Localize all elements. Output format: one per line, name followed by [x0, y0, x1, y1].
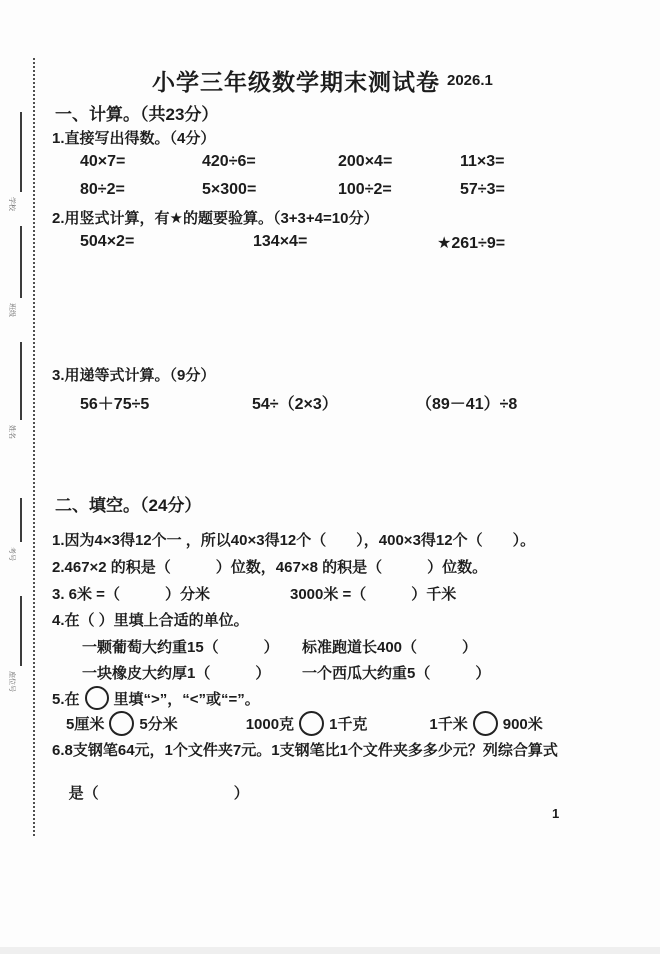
fill-blank-question-4: 4.在（ ）里填上合适的单位。 [52, 612, 249, 629]
q4-item: 标准跑道长400（ ） [302, 639, 478, 656]
comparison-pair [246, 711, 368, 736]
margin-field-label: 班级 [8, 303, 15, 317]
math-expression: 54÷（2×3） [252, 396, 338, 413]
comparison-left: 1000克 [245, 715, 295, 733]
page-title: 小学三年级数学期末测试卷 [152, 69, 440, 95]
question-2-label: 2.用竖式计算，有★的题要验算。（3+3+4=10分） [52, 210, 379, 227]
math-expression: 134×4= [253, 233, 308, 250]
question-3-label: 3.用递等式计算。（9分） [52, 367, 216, 384]
binding-dotted-line [33, 58, 35, 836]
fill-blank-question-1: 1.因为4×3得12个一 ，所以40×3得12个（ ），400×3得12个（ ）。 [52, 532, 536, 549]
margin-field-label: 姓名 [8, 425, 15, 439]
math-expression: 56＋75÷5 [80, 396, 150, 413]
q5-text-after-circle: 里填“>”，“<”或“=”。 [113, 690, 260, 708]
margin-field-label: 座位号 [8, 671, 15, 692]
comparison-pair [429, 711, 542, 736]
comparison-circle-icon [85, 686, 109, 710]
math-expression: 40×7= [80, 153, 126, 170]
margin-field-line [20, 226, 22, 298]
exam-date: 2026.1 [447, 72, 493, 89]
q5-text-before-circle: 5.在 [52, 690, 80, 708]
q4-item: 一颗葡萄大约重15（ ） [82, 639, 279, 656]
q4-item: 一块橡皮大约厚1（ ） [82, 665, 271, 682]
fill-blank-question-2: 2.467×2 的积是（ ）位数，467×8 的积是（ ）位数。 [52, 559, 488, 576]
comparison-circle-icon [299, 711, 324, 736]
comparison-pair [66, 711, 178, 736]
comparison-right: 900米 [502, 715, 543, 733]
fill-blank-question-3-right: 3000米 =（ ）千米 [290, 586, 457, 603]
math-expression: 200×4= [338, 153, 393, 170]
math-expression: 100÷2= [338, 181, 392, 198]
math-expression: 11×3= [460, 153, 505, 170]
math-expression: ★261÷9= [437, 235, 506, 252]
margin-field-line [20, 112, 22, 192]
comparison-right: 1千克 [329, 715, 368, 733]
comparison-left: 1千米 [429, 715, 468, 733]
q4-item: 一个西瓜大约重5（ ） [302, 665, 491, 682]
fill-blank-question-6-line2 [52, 765, 249, 820]
comparison-right: 5分米 [139, 715, 178, 733]
scan-edge-shadow [0, 947, 660, 954]
section-1-heading: 一、计算。（共23分） [55, 105, 219, 124]
margin-field-label: 考号 [8, 547, 15, 561]
section-2-heading: 二、填空。（24分） [55, 496, 202, 515]
comparison-circle-icon [473, 711, 498, 736]
q6-open-paren: 是（ [68, 785, 99, 802]
math-expression: 504×2= [80, 233, 135, 250]
math-expression: （89－41）÷8 [416, 396, 518, 413]
fill-blank-question-3-left: 3. 6米 =（ ）分米 [52, 586, 210, 603]
margin-field-label: 学校 [8, 197, 15, 211]
comparison-circle-icon [109, 711, 134, 736]
q5-comparison-row [66, 708, 543, 738]
margin-field-line [20, 342, 22, 420]
math-expression: 80÷2= [80, 181, 125, 198]
margin-field-line [20, 498, 22, 542]
math-expression: 57÷3= [460, 181, 505, 198]
comparison-left: 5厘米 [66, 715, 105, 733]
q6-answer-blank [99, 785, 234, 802]
fill-blank-question-6-line1: 6.8支钢笔64元，1个文件夹7元。1支钢笔比1个文件夹多多少元？列综合算式 [52, 742, 558, 759]
margin-field-line [20, 596, 22, 666]
question-1-label: 1.直接写出得数。（4分） [52, 130, 216, 147]
math-expression: 420÷6= [202, 153, 256, 170]
page-number: 1 [552, 806, 560, 821]
q6-close-paren: ） [233, 785, 249, 802]
math-expression: 5×300= [202, 181, 257, 198]
